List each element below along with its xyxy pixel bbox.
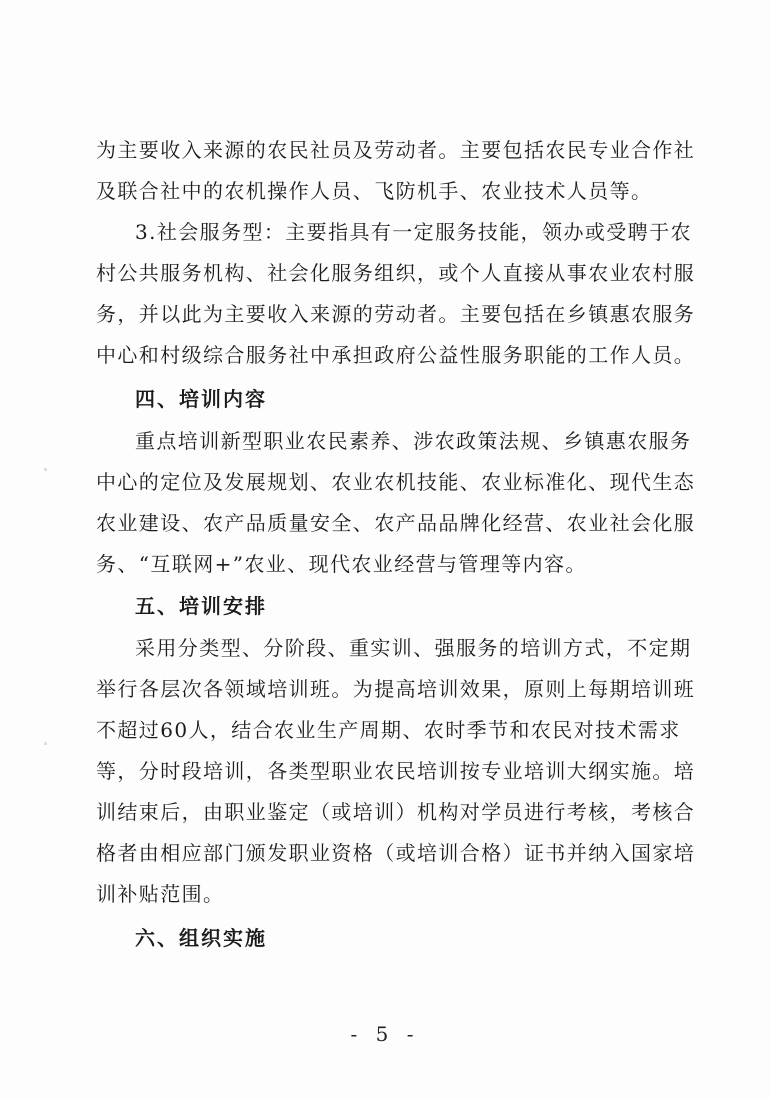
paragraph-line: 训结束后，由职业鉴定（或培训）机构对学员进行考核，考核合 <box>96 800 696 824</box>
paragraph-line: 格者由相应部门颁发职业资格（或培训合格）证书并纳入国家培 <box>96 841 696 865</box>
paragraph-line: 务，并以此为主要收入来源的劳动者。主要包括在乡镇惠农服务 <box>96 302 696 326</box>
paragraph-line: 重点培训新型职业农民素养、涉农政策法规、乡镇惠农服务 <box>135 429 692 453</box>
paragraph-line: 中心和村级综合服务社中承担政府公益性服务职能的工作人员。 <box>96 343 696 367</box>
paragraph-line: 举行各层次各领域培训班。为提高培训效果，原则上每期培训班 <box>96 677 696 701</box>
paragraph-line: 训补贴范围。 <box>96 882 225 906</box>
page-number: - 5 - <box>350 1022 420 1046</box>
paragraph-line: 3.社会服务型：主要指具有一定服务技能，领办或受聘于农 <box>135 220 692 244</box>
paragraph-line: 中心的定位及发展规划、农业农机技能、农业标准化、现代生态 <box>96 470 696 494</box>
paragraph-line: 为主要收入来源的农民社员及劳动者。主要包括农民专业合作社 <box>96 138 696 162</box>
section-heading: 六、组织实施 <box>135 926 267 950</box>
paragraph-line: 务、“互联网+”农业、现代农业经营与管理等内容。 <box>96 552 587 576</box>
paragraph-line: 采用分类型、分阶段、重实训、强服务的培训方式，不定期 <box>135 636 692 660</box>
paragraph-line: 及联合社中的农机操作人员、飞防机手、农业技术人员等。 <box>96 179 653 203</box>
section-heading: 四、培训内容 <box>135 387 267 411</box>
scan-speck <box>44 468 47 471</box>
paragraph-line: 等，分时段培训，各类型职业农民培训按专业培训大纲实施。培 <box>96 759 696 783</box>
paragraph-line: 不超过60人，结合农业生产周期、农时季节和农民对技术需求 <box>96 718 681 742</box>
scan-speck <box>44 742 47 745</box>
paragraph-line: 农业建设、农产品质量安全、农产品品牌化经营、农业社会化服 <box>96 511 696 535</box>
paragraph-line: 村公共服务机构、社会化服务组织，或个人直接从事农业农村服 <box>96 261 696 285</box>
section-heading: 五、培训安排 <box>135 594 267 618</box>
